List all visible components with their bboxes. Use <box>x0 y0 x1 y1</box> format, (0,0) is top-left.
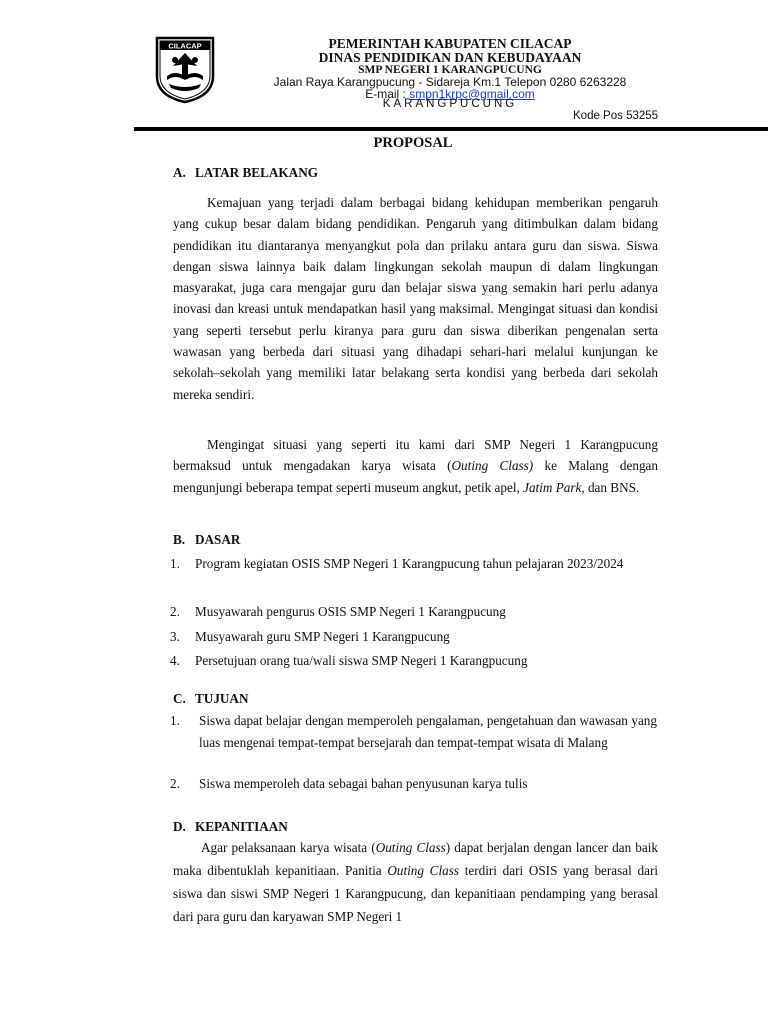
paragraph-text: terdiri dari OSIS yang berasal dari siswa dan siswi SMP Negeri 1 Karangpucung, dan kepanitiaan pendamping yang berasal dari para guru dan karyawan SMP Negeri 1 <box>173 863 658 924</box>
section-letter: D. <box>173 819 186 834</box>
section-letter: C. <box>173 691 186 706</box>
list-number: 3. <box>170 629 180 644</box>
letterhead-school: SMP NEGERI 1 KARANGPUCUNG <box>358 64 542 76</box>
list-text: Program kegiatan OSIS SMP Negeri 1 Karangpucung tahun pelajaran 2023/2024 <box>195 556 624 571</box>
paragraph-text: Agar pelaksanaan karya wisata ( <box>201 840 376 855</box>
letterhead-city: KARANGPUCUNG <box>382 98 518 110</box>
section-title: TUJUAN <box>195 691 249 706</box>
section-c-heading <box>173 691 248 707</box>
list-number: 2. <box>170 604 180 619</box>
svg-text:CILACAP: CILACAP <box>168 41 202 51</box>
list-text: Musyawarah guru SMP Negeri 1 Karangpucung <box>195 629 450 644</box>
italic-term: Outing Class) <box>451 458 534 474</box>
list-text: Musyawarah pengurus OSIS SMP Negeri 1 Karangpucung <box>195 604 506 619</box>
section-title: KEPANITIAAN <box>195 819 288 834</box>
postal-code: Kode Pos 53255 <box>573 110 659 122</box>
paragraph-text: ke Malang dengan mengunjungi beberapa tempat seperti museum angkut, petik apel, <box>173 458 658 495</box>
email-link[interactable]: smpn1krpc@gmail.com <box>409 87 535 101</box>
cilacap-coat-of-arms-logo <box>153 36 217 104</box>
section-letter: B. <box>173 532 186 547</box>
italic-term: Jatim Park <box>523 479 582 495</box>
email-label: E-mail : <box>365 87 410 101</box>
section-title: LATAR BELAKANG <box>195 165 318 180</box>
list-text: Siswa dapat belajar dengan memperoleh pengalaman, pengetahuan dan wawasan yang luas mengenai tempat-tempat bersejarah dan tempat-tempat wisata di Malang <box>199 713 657 750</box>
section-title: DASAR <box>195 532 241 547</box>
section-d-heading <box>173 819 288 835</box>
paragraph-text: Kemajuan yang terjadi dalam berbagai bidang kehidupan memberikan pengaruh yang cukup besar dalam bidang pendidikan. Pengaruh yang ditimbulkan dalam bidang pendidikan itu diantaranya menyangkut pola dan prilaku antara guru dan siswa. Siswa dengan siswa lainnya baik dalam lingkungan sekolah maupun di dalam lingkungan masyarakat, juga cara mengajar guru dan belajar siswa yang semakin hari perlu adanya inovasi dan kreasi untuk mendapatkan hasil yang maksimal. Mengingat situasi dan kondisi yang seperti tersebut perlu kiranya para guru dan siswa diberikan pengenalan serta wawasan yang berbeda dari situasi yang dihadapi sehari-hari melalui kunjungan ke sekolah–sekolah yang memiliki latar belakang serta kondisi yang berbeda dari sekolah mereka sendiri. <box>173 195 658 402</box>
letterhead-government: PEMERINTAH KABUPATEN CILACAP <box>328 36 572 51</box>
section-a-heading <box>173 165 318 181</box>
document-title: PROPOSAL <box>373 135 453 151</box>
letterhead-department: DINAS PENDIDIKAN DAN KEBUDAYAAN <box>318 50 582 65</box>
kepanitiaan-paragraph <box>173 836 658 928</box>
italic-term: Outing Class <box>387 863 459 878</box>
list-text: Persetujuan orang tua/wali siswa SMP Negeri 1 Karangpucung <box>195 653 528 668</box>
latar-belakang-paragraph-1 <box>173 192 658 405</box>
list-number: 2. <box>170 776 180 791</box>
latar-belakang-paragraph-2 <box>173 434 658 498</box>
paragraph-text: Mengingat situasi yang seperti itu kami dari SMP Negeri 1 Karangpucung bermaksud untuk mengadakan karya wisata ( <box>173 437 658 474</box>
letterhead-divider <box>134 127 768 131</box>
letterhead-address: Jalan Raya Karangpucung - Sidareja Km.1 Telepon 0280 6263228 <box>273 75 627 89</box>
italic-term: Outing Class <box>375 840 446 855</box>
list-number: 1. <box>170 556 180 571</box>
paragraph-text: ) dapat berjalan dengan lancer dan baik maka dibentuklah kepanitiaan. Panitia <box>173 840 659 878</box>
list-text: Siswa memperoleh data sebagai bahan penyusunan karya tulis <box>199 776 528 791</box>
paragraph-text: , dan BNS. <box>581 479 640 495</box>
list-number: 4. <box>170 653 180 668</box>
section-b-heading <box>173 532 240 548</box>
section-letter: A. <box>173 165 186 180</box>
list-number: 1. <box>170 713 180 728</box>
